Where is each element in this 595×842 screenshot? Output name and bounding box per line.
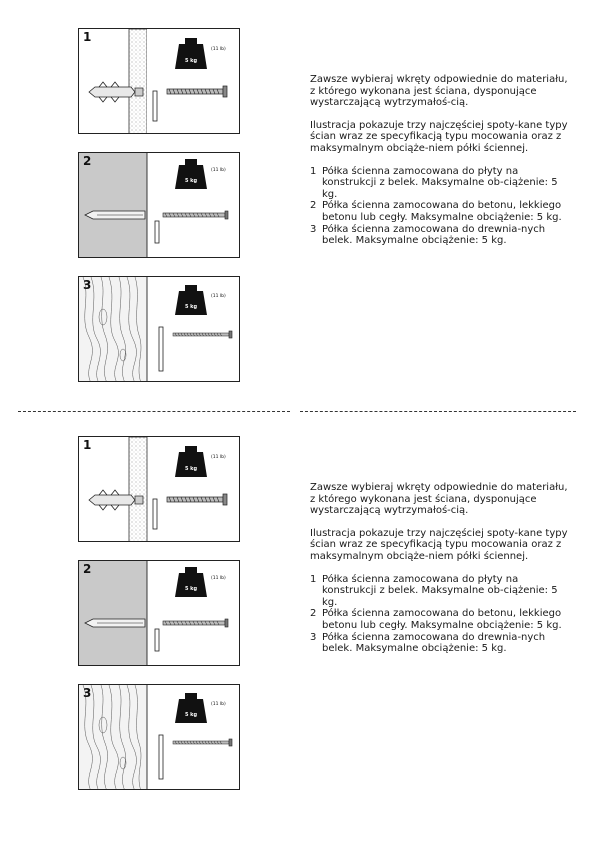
weight-lb-label: (11 lb)	[211, 455, 226, 460]
screw-icon	[173, 739, 232, 746]
list-item	[310, 574, 570, 609]
panel-concrete-wall	[78, 560, 240, 666]
list-item	[310, 200, 570, 223]
list-item	[310, 166, 570, 201]
weight-kg-label: 5 kg	[184, 304, 198, 310]
weight-lb-label: (11 lb)	[211, 702, 226, 707]
intro-paragraph: Zawsze wybieraj wkręty odpowiednie do materiału, z którego wykonana jest ściana, dysponujące wystarczającą wytrzymałoś-cią.	[310, 482, 568, 517]
panel-number: 1	[83, 30, 92, 44]
description-paragraph: Ilustracja pokazuje trzy najczęściej spoty-kane typy ścian wraz ze specyfikacją typu mocowania oraz z maksymalnym obciąże-niem półki ściennej.	[310, 527, 568, 562]
shelf-bracket-icon	[155, 629, 159, 651]
panel-number: 3	[83, 278, 92, 292]
list-item-text: Półka ścienna zamocowana do płyty na konstrukcji z belek. Maksymalne ob-ciążenie: 5 kg.	[322, 165, 558, 200]
concrete-anchor-illustration	[79, 153, 240, 258]
intro-paragraph: Zawsze wybieraj wkręty odpowiednie do materiału, z którego wykonana jest ściana, dysponujące wystarczającą wytrzymałoś-cią.	[310, 74, 568, 109]
anchor-icon	[85, 211, 145, 219]
list-item-text: Półka ścienna zamocowana do betonu, lekkiego betonu lub cegły. Maksymalne obciążenie: 5 kg.	[322, 608, 562, 631]
plasterboard-anchor-illustration	[79, 437, 240, 542]
shelf-bracket-icon	[155, 221, 159, 243]
panel-wood-wall	[78, 684, 240, 790]
plasterboard-anchor-illustration	[79, 29, 240, 134]
list-item-number: 3	[310, 223, 317, 235]
screw-icon	[167, 494, 227, 505]
instruction-section-top	[0, 0, 595, 410]
description-paragraph: Ilustracja pokazuje trzy najczęściej spoty-kane typy ścian wraz ze specyfikacją typu mocowania oraz z maksymalnym obciąże-niem półki ściennej.	[310, 119, 568, 154]
panel-plasterboard-wall	[78, 28, 240, 134]
instruction-text	[310, 74, 570, 247]
panel-wood-wall	[78, 276, 240, 382]
list-item-number: 2	[310, 608, 317, 620]
weight-kg-label: 5 kg	[184, 178, 198, 184]
shelf-bracket-icon	[159, 735, 163, 779]
panel-number: 3	[83, 686, 92, 700]
instruction-section-bottom	[0, 410, 595, 820]
weight-icon	[175, 446, 226, 477]
list-item	[310, 608, 570, 631]
panel-plasterboard-wall	[78, 436, 240, 542]
wood-screw-illustration	[79, 277, 240, 382]
weight-lb-label: (11 lb)	[211, 47, 226, 52]
list-item-text: Półka ścienna zamocowana do drewnia-nych belek. Maksymalne obciążenie: 5 kg.	[322, 631, 546, 655]
wood-screw-illustration	[79, 685, 240, 790]
list-item-number: 3	[310, 631, 317, 643]
weight-icon	[175, 567, 226, 597]
list-item-number: 1	[310, 165, 317, 177]
weight-lb-label: (11 lb)	[211, 576, 226, 581]
shelf-bracket-icon	[159, 327, 163, 371]
list-item-number: 1	[310, 573, 317, 585]
list-item	[310, 632, 570, 655]
wall-type-list	[310, 166, 570, 247]
weight-kg-label: 5 kg	[184, 466, 198, 472]
panel-number: 2	[83, 562, 92, 576]
weight-kg-label: 5 kg	[184, 586, 198, 592]
weight-lb-label: (11 lb)	[211, 168, 226, 173]
panel-number: 2	[83, 154, 92, 168]
list-item-number: 2	[310, 200, 317, 212]
panel-concrete-wall	[78, 152, 240, 258]
shelf-bracket-icon	[153, 499, 157, 529]
concrete-anchor-illustration	[79, 561, 240, 666]
shelf-bracket-icon	[153, 91, 157, 121]
panel-number: 1	[83, 438, 92, 452]
wall-type-list	[310, 574, 570, 655]
instruction-text	[310, 482, 570, 655]
anchor-icon	[85, 619, 145, 627]
weight-icon	[175, 285, 226, 315]
weight-kg-label: 5 kg	[184, 58, 198, 64]
list-item-text: Półka ścienna zamocowana do betonu, lekkiego betonu lub cegły. Maksymalne obciążenie: 5 kg.	[322, 200, 562, 223]
weight-kg-label: 5 kg	[184, 712, 198, 718]
screw-icon	[163, 211, 228, 219]
weight-icon	[175, 693, 226, 723]
weight-lb-label: (11 lb)	[211, 294, 226, 299]
list-item-text: Półka ścienna zamocowana do drewnia-nych belek. Maksymalne obciążenie: 5 kg.	[322, 223, 546, 247]
weight-icon	[175, 159, 226, 189]
list-item	[310, 224, 570, 247]
screw-icon	[163, 619, 228, 627]
list-item-text: Półka ścienna zamocowana do płyty na konstrukcji z belek. Maksymalne ob-ciążenie: 5 kg.	[322, 573, 558, 608]
screw-icon	[173, 331, 232, 338]
